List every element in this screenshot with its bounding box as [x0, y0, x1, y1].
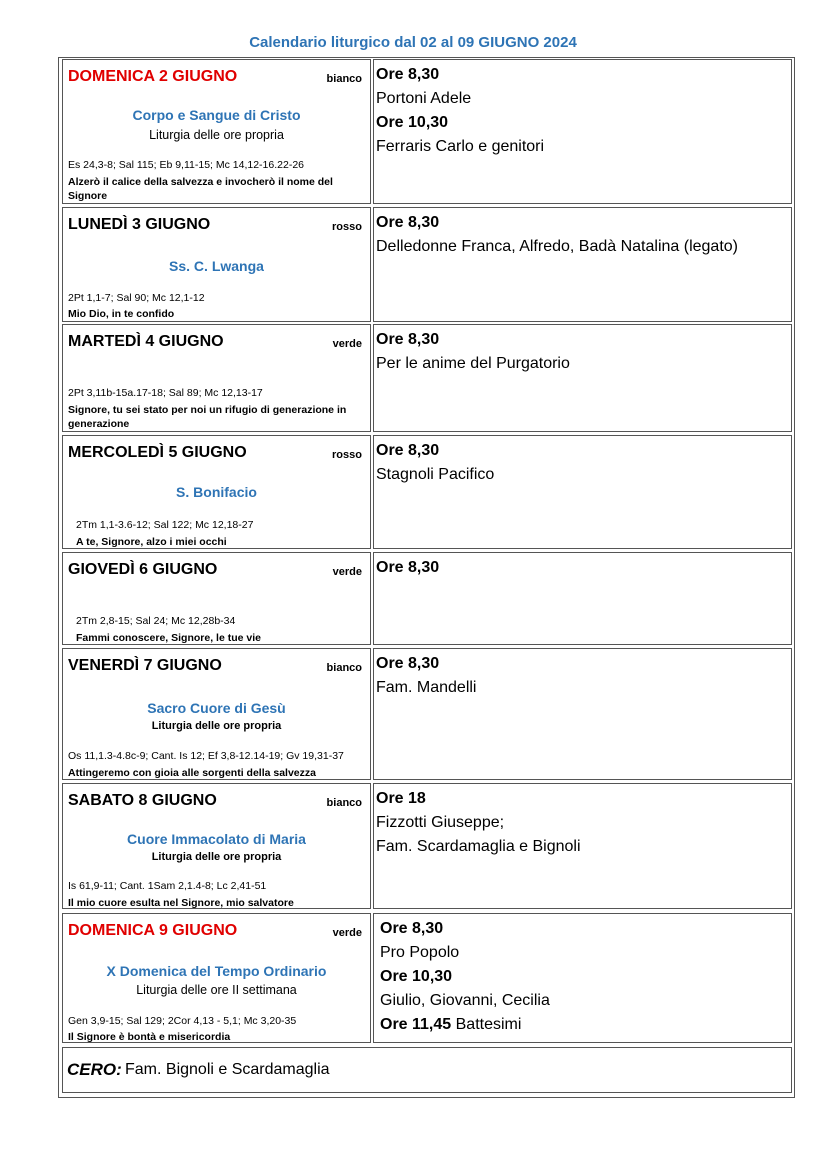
readings: Gen 3,9-15; Sal 129; 2Cor 4,13 - 5,1; Mc 3,20-35	[68, 1015, 297, 1027]
mass-time: Ore 8,30	[380, 920, 444, 937]
feast-name: S. Bonifacio	[176, 484, 257, 500]
readings: 2Tm 2,8-15; Sal 24; Mc 12,28b-34	[76, 615, 236, 627]
feast-name: Cuore Immacolato di Maria	[127, 831, 306, 847]
mass-time: Ore 8,30	[376, 655, 440, 672]
day-name: VENERDÌ 7 GIUGNO	[68, 657, 222, 674]
day-name: LUNEDÌ 3 GIUGNO	[68, 216, 211, 233]
mass-list	[376, 652, 476, 700]
mass-intention: Fam. Scardamaglia e Bignoli	[376, 838, 581, 855]
readings: Is 61,9-11; Cant. 1Sam 2,1.4-8; Lc 2,41-51	[68, 880, 267, 892]
mass-cell	[373, 648, 792, 780]
cero-value: Fam. Bignoli e Scardamaglia	[125, 1061, 330, 1078]
mass-time: Ore 18	[376, 790, 426, 807]
liturgical-color: verde	[332, 927, 362, 939]
liturgical-color: verde	[332, 566, 362, 578]
mass-time: Ore 10,30	[376, 114, 449, 131]
psalm-response: Il mio cuore esulta nel Signore, mio salvatore	[68, 897, 294, 909]
mass-cell	[373, 552, 792, 645]
mass-time: Ore 8,30	[376, 559, 440, 576]
liturgy-note: Liturgia delle ore propria	[151, 851, 282, 863]
mass-list	[376, 328, 570, 376]
readings: 2Tm 1,1-3.6-12; Sal 122; Mc 12,18-27	[76, 519, 254, 531]
psalm-response: Attingeremo con gioia alle sorgenti della salvezza	[68, 767, 316, 779]
liturgy-note: Liturgia delle ore propria	[151, 720, 282, 732]
psalm-response: Fammi conoscere, Signore, le tue vie	[76, 632, 261, 644]
psalm-response: Alzerò il calice della salvezza e invocherò il nome del Signore	[68, 176, 333, 202]
mass-cell	[373, 783, 792, 909]
page-title: Calendario liturgico dal 02 al 09 GIUGNO 2024	[249, 34, 577, 51]
mass-time: Ore 8,30	[376, 66, 440, 83]
day-cell	[62, 552, 371, 645]
day-name: SABATO 8 GIUGNO	[68, 792, 217, 809]
mass-time: Ore 8,30	[376, 442, 440, 459]
mass-intention: Giulio, Giovanni, Cecilia	[380, 992, 550, 1009]
readings: Es 24,3-8; Sal 115; Eb 9,11-15; Mc 14,12-16.22-26	[68, 159, 305, 171]
mass-intention: Portoni Adele	[376, 90, 472, 107]
psalm-response: Signore, tu sei stato per noi un rifugio di generazione in generazione	[68, 404, 347, 430]
mass-list	[376, 556, 439, 580]
mass-cell	[373, 59, 792, 204]
readings: 2Pt 3,11b-15a.17-18; Sal 89; Mc 12,13-17	[68, 387, 263, 399]
mass-cell	[373, 324, 792, 432]
readings: Os 11,1.3-4.8c-9; Cant. Is 12; Ef 3,8-12.14-19; Gv 19,31-37	[68, 750, 344, 762]
psalm-response: Mio Dio, in te confido	[68, 308, 175, 320]
day-name: MARTEDÌ 4 GIUGNO	[68, 333, 224, 350]
mass-list	[376, 787, 581, 859]
day-name: DOMENICA 9 GIUGNO	[68, 922, 238, 939]
day-cell	[62, 435, 371, 549]
psalm-response: A te, Signore, alzo i miei occhi	[76, 536, 227, 548]
feast-name: X Domenica del Tempo Ordinario	[106, 963, 327, 979]
mass-intention: Ferraris Carlo e genitori	[376, 138, 545, 155]
mass-intention: Fizzotti Giuseppe;	[376, 814, 505, 831]
mass-time: Ore 8,30	[376, 214, 440, 231]
readings: 2Pt 1,1-7; Sal 90; Mc 12,1-12	[68, 292, 205, 304]
feast-name: Sacro Cuore di Gesù	[147, 700, 286, 716]
day-name: MERCOLEDÌ 5 GIUGNO	[68, 444, 247, 461]
mass-list	[376, 211, 738, 259]
day-name: DOMENICA 2 GIUGNO	[68, 68, 238, 85]
mass-time: Ore 10,30	[380, 968, 453, 985]
cero-label: CERO:	[67, 1060, 122, 1079]
liturgy-note: Liturgia delle ore II settimana	[136, 983, 297, 997]
mass-list	[376, 63, 544, 159]
mass-intention: Stagnoli Pacifico	[376, 466, 495, 483]
liturgical-color: rosso	[332, 221, 362, 233]
liturgical-color: rosso	[332, 449, 362, 461]
mass-time: Ore 11,45	[380, 1016, 452, 1033]
liturgical-color: bianco	[326, 73, 362, 85]
day-cell	[62, 648, 371, 780]
day-cell	[62, 913, 371, 1043]
liturgy-note: Liturgia delle ore propria	[149, 128, 284, 142]
day-cell	[62, 207, 371, 322]
mass-intention: Pro Popolo	[380, 944, 460, 961]
psalm-response: Il Signore è bontà e misericordia	[68, 1031, 231, 1043]
day-cell	[62, 324, 371, 432]
liturgical-color: bianco	[326, 662, 362, 674]
cero-row	[62, 1047, 792, 1093]
mass-cell	[373, 435, 792, 549]
day-cell	[62, 783, 371, 909]
mass-cell	[373, 207, 792, 322]
day-name: GIOVEDÌ 6 GIUGNO	[68, 561, 218, 578]
mass-list	[380, 917, 550, 1037]
mass-intention: Delledonne Franca, Alfredo, Badà Natalina (legato)	[376, 238, 738, 255]
mass-intention: Fam. Mandelli	[376, 679, 477, 696]
mass-time: Ore 8,30	[376, 331, 440, 348]
day-cell	[62, 59, 371, 204]
mass-line	[380, 1013, 550, 1037]
mass-list	[376, 439, 494, 487]
mass-cell	[373, 913, 792, 1043]
liturgical-color: verde	[332, 338, 362, 350]
liturgical-color: bianco	[326, 797, 362, 809]
mass-intention: Per le anime del Purgatorio	[376, 355, 570, 372]
mass-intention: Battesimi	[455, 1016, 522, 1033]
feast-name: Corpo e Sangue di Cristo	[132, 107, 301, 123]
feast-name: Ss. C. Lwanga	[169, 258, 264, 274]
